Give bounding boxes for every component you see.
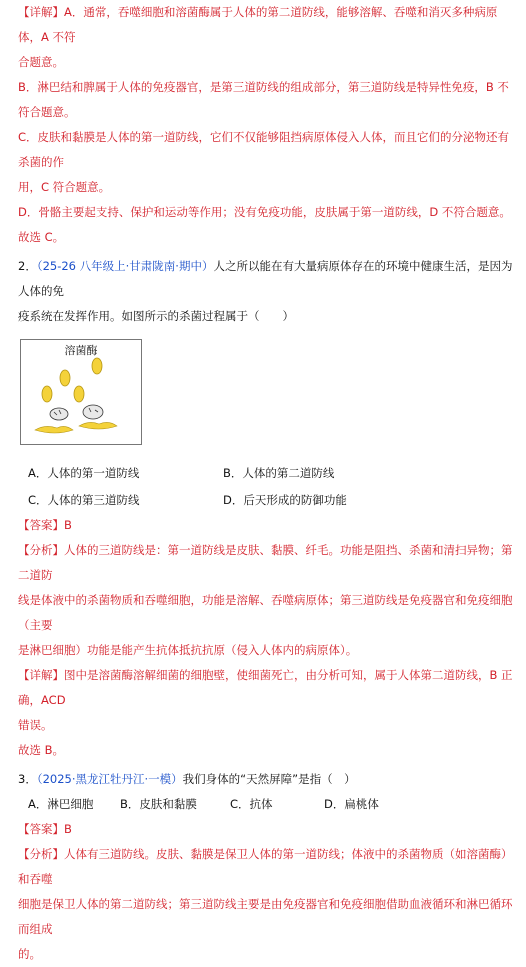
detail-line-6: D．骨骼主要起支持、保护和运动等作用；没有免疫功能，皮肤属于第一道防线，D 不符合题意。 [18, 205, 511, 219]
option-d[interactable]: D．后天形成的防御功能 [223, 493, 347, 507]
question-2-number: 2． [18, 259, 37, 273]
detail-line-4: C．皮肤和黏膜是人体的第一道防线，它们不仅能够阻挡病原体侵入人体，而且它们的分泌物还有杀菌的作 [18, 130, 510, 169]
option-b[interactable]: B．人体的第二道防线 [223, 466, 335, 480]
question-3-number: 3． [18, 772, 37, 786]
question-3-options [28, 792, 516, 817]
question-2-stem-cont: 疫系统在发挥作用。如图所示的杀菌过程属于（ ） [18, 309, 294, 323]
question-2-options [28, 461, 516, 513]
option-a[interactable]: A．人体的第一道防线 [28, 466, 140, 480]
question-3-stem: 3．（2025·黑龙江牡丹江·一模）我们身体的“天然屏障”是指（ ） [18, 772, 356, 786]
question-3-analysis-3: 的。 [18, 947, 41, 961]
question-2-detail-2: 错误。 [18, 718, 53, 732]
question-3-analysis-2: 细胞是保卫人体的第二道防线；第三道防线主要是由免疫器官和免疫细胞借助血液循环和淋巴循环而组成 [18, 897, 513, 936]
question-2-stem: 2．（25-26 八年级上·甘肃陇南·期中）人之所以能在有大量病原体存在的环境中健康生活，是因为人体的免 [18, 259, 513, 298]
detail-line-3: B．淋巴结和脾属于人体的免疫器官，是第三道防线的组成部分，第三道防线是特异性免疫，B 不符合题意。 [18, 80, 509, 119]
figure-label: 溶菌酶 [64, 344, 98, 357]
question-2-conclusion: 故选 B。 [18, 743, 65, 757]
option-c[interactable]: C．抗体 [230, 797, 273, 811]
question-2-analysis-1: 【分析】人体的三道防线是：第一道防线是皮肤、黏膜、纤毛。功能是阻挡、杀菌和清扫异物；第二道防 [18, 543, 513, 582]
question-2-analysis-2: 线是体液中的杀菌物质和吞噬细胞，功能是溶解、吞噬病原体；第三道防线是免疫器官和免疫细胞（主要 [18, 593, 513, 632]
option-c[interactable]: C．人体的第三道防线 [28, 493, 140, 507]
question-2-answer: 【答案】B [18, 518, 72, 532]
conclusion-line: 故选 C。 [18, 230, 65, 244]
question-2-analysis-3: 是淋巴细胞）功能是能产生抗体抵抗抗原（侵入人体内的病原体）。 [18, 643, 358, 657]
question-3-analysis-1: 【分析】人体有三道防线。皮肤、黏膜是保卫人体的第一道防线；体液中的杀菌物质（如溶菌酶）和吞噬 [18, 847, 513, 886]
detail-line-2: 合题意。 [18, 55, 64, 69]
question-2-detail-1: 【详解】图中是溶菌酶溶解细菌的细胞壁，使细菌死亡，由分析可知，属于人体第二道防线，B 正确，ACD [18, 668, 513, 707]
question-3-source: （2025·黑龙江牡丹江·一模） [36, 772, 183, 786]
question-2-source: （25-26 八年级上·甘肃陇南·期中） [36, 259, 214, 273]
option-d[interactable]: D．扁桃体 [324, 797, 379, 811]
detail-line-5: 用，C 符合题意。 [18, 180, 111, 194]
detail-line-1: 【详解】A．通常，吞噬细胞和溶菌酶属于人体的第二道防线，能够溶解、吞噬和消灭多种病原体，A 不符 [18, 5, 498, 44]
lysozyme-figure [20, 339, 142, 445]
question-3-answer: 【答案】B [18, 822, 72, 836]
option-b[interactable]: B．皮肤和黏膜 [120, 797, 197, 811]
option-a[interactable]: A．淋巴细胞 [28, 797, 94, 811]
